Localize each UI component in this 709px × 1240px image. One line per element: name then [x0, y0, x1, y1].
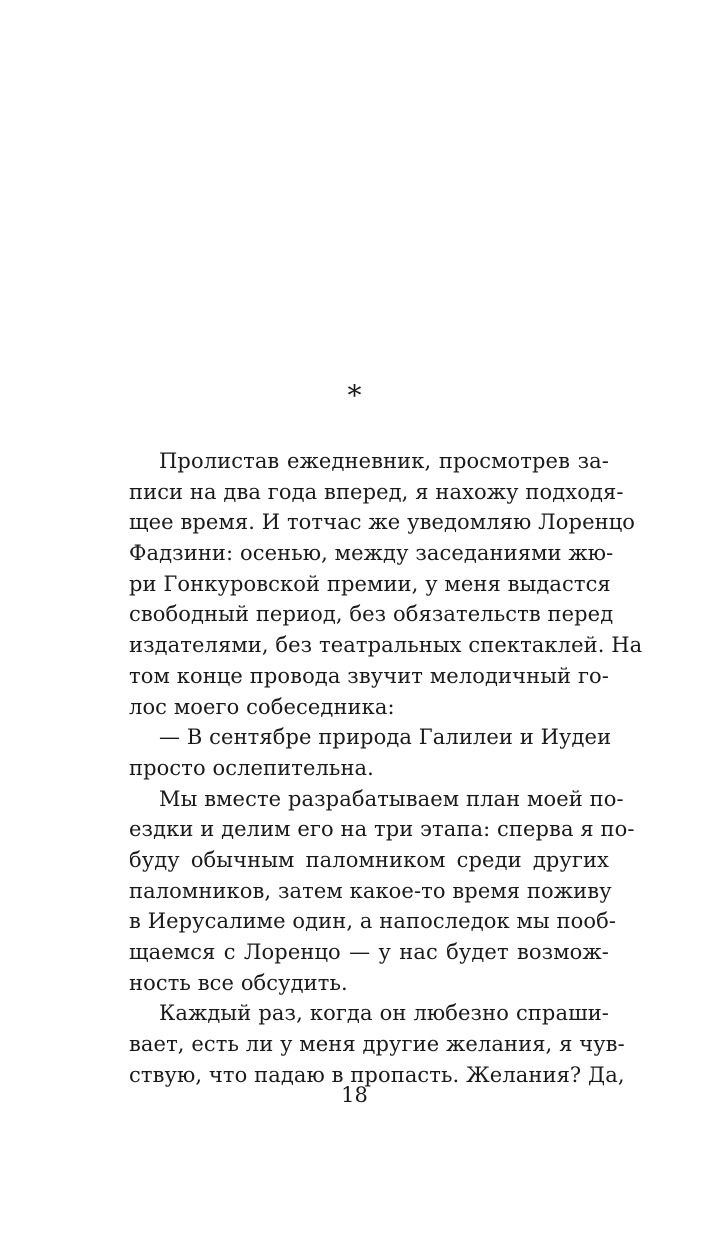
text-line: паломников, затем какое-то время поживу: [129, 878, 612, 903]
text-line: издателями, без театральных спектаклей. На: [129, 633, 643, 658]
text-line: том конце провода звучит мелодичный го-: [129, 663, 609, 688]
text-line: лос моего собеседника:: [129, 694, 395, 719]
text-line: вает, есть ли у меня другие желания, я чув-: [129, 1032, 625, 1057]
text-line: ность все обсудить.: [129, 970, 348, 995]
text-line: ездки и делим его на три этапа: сперва я по-: [129, 817, 635, 842]
body-text: [129, 446, 643, 1090]
text-line: просто ослепительна.: [129, 755, 374, 780]
section-separator: *: [347, 379, 362, 412]
text-line: Каждый раз, когда он любезно спраши-: [159, 1001, 609, 1026]
text-line: свободный период, без обязательств перед: [129, 602, 614, 627]
text-line: щаемся с Лоренцо — у нас будет возмож-: [129, 940, 609, 964]
text-line: в Иерусалиме один, а напоследок мы пооб-: [129, 909, 617, 934]
text-line: — В сентябре природа Галилеи и Иудеи: [159, 725, 612, 750]
text-line: щее время. И тотчас же уведомляю Лоренцо: [129, 510, 636, 535]
text-line: писи на два года вперед, я нахожу подходя-: [129, 479, 624, 504]
text-line: ствую, что падаю в пропасть. Желания? Да,: [129, 1062, 625, 1087]
text-line: Фадзини: осенью, между заседаниями жю-: [129, 541, 614, 566]
text-line: Мы вместе разрабатываем план моей по-: [159, 786, 624, 811]
page-number: 18: [341, 1083, 368, 1107]
text-line: ри Гонкуровской премии, у меня выдастся: [129, 571, 611, 596]
text-line: Пролистав ежедневник, просмотрев за-: [159, 449, 609, 473]
text-line: буду обычным паломником среди других: [129, 847, 609, 872]
